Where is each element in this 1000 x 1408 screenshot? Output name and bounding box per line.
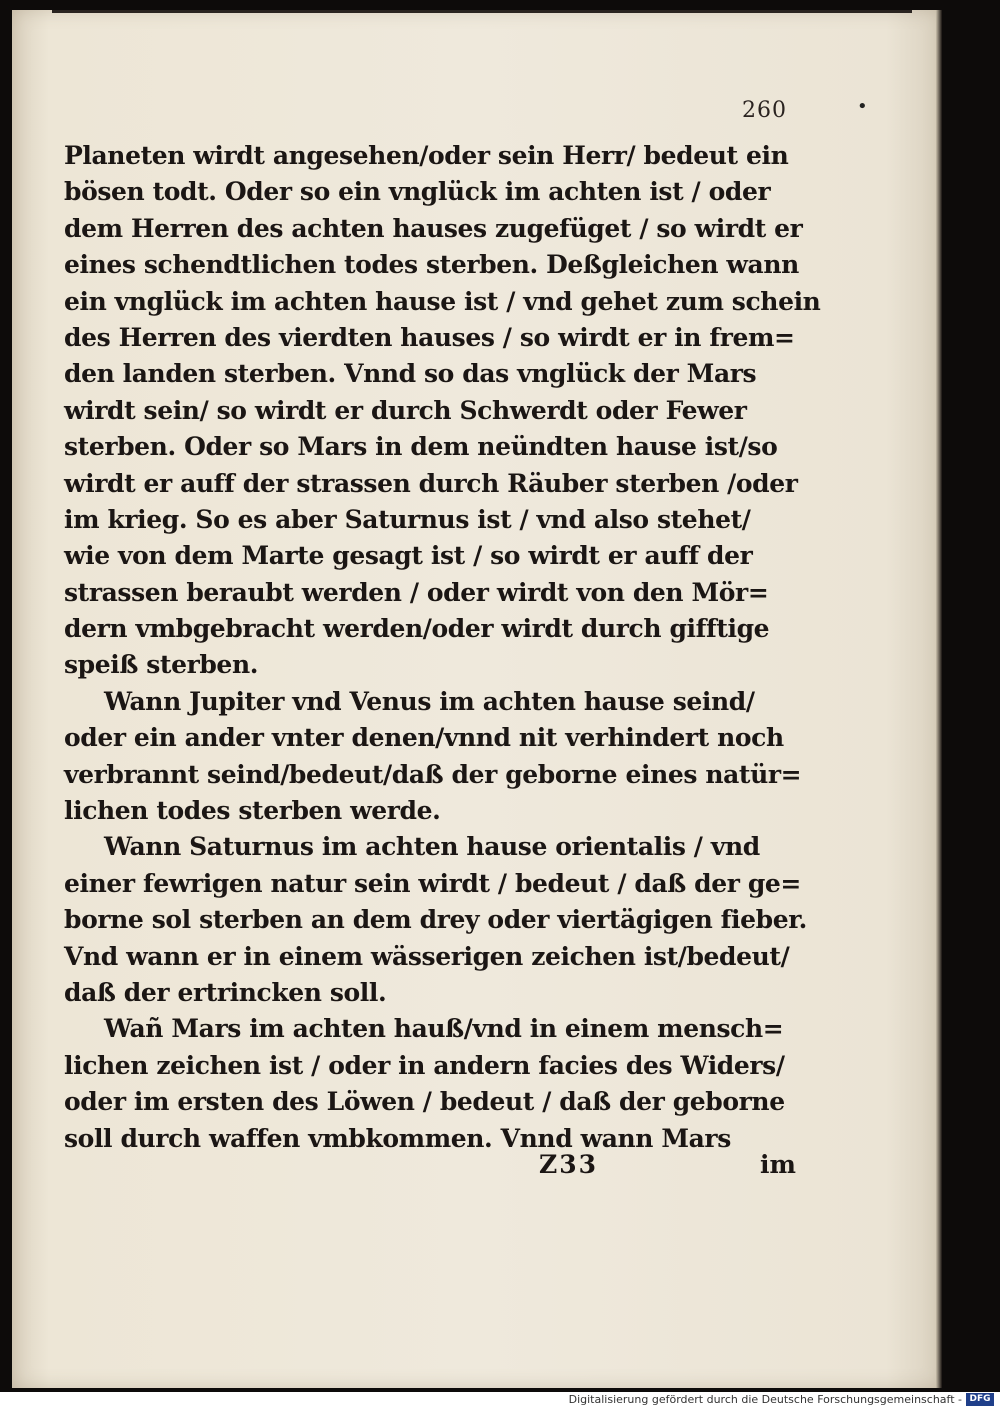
- text-line: Wañ Mars im achten hauß/vnd in einem mensch=: [104, 1014, 784, 1044]
- text-line: Planeten wirdt angesehen/oder sein Herr/ bedeut ein: [64, 141, 789, 170]
- catchline: [64, 1150, 804, 1186]
- text-line: lichen zeichen ist / oder in andern facies des Widers/: [64, 1050, 785, 1080]
- footer-bar: [0, 1392, 1000, 1408]
- page-number: 260: [742, 98, 787, 123]
- text-line: oder ein ander vnter denen/vnnd nit verhindert noch: [64, 723, 784, 753]
- text-line: einer fewrigen natur sein wirdt / bedeut / daß der ge=: [64, 868, 801, 898]
- text-line: soll durch waffen vmbkommen. Vnnd wann Mars: [64, 1123, 731, 1153]
- text-line: Wann Saturnus im achten hause orientalis / vnd: [104, 832, 760, 862]
- text-line: borne sol sterben an dem drey oder viertägigen fieber.: [64, 905, 807, 935]
- book-page: [12, 10, 942, 1388]
- text-line: bösen todt. Oder so ein vnglück im achten ist / oder: [64, 177, 771, 207]
- text-line: daß der ertrincken soll.: [64, 977, 387, 1007]
- text-line: Wann Jupiter vnd Venus im achten hause seind/: [104, 686, 755, 716]
- text-line: sterben. Oder so Mars in dem neündten hause ist/so: [64, 432, 778, 462]
- text-line: des Herren des vierdten hauses / so wirdt er in frem=: [64, 322, 795, 352]
- page-top-edge: [52, 10, 912, 13]
- catchword: im: [760, 1150, 796, 1179]
- dfg-logo: DFG: [966, 1393, 994, 1406]
- signature-mark: Z33: [539, 1150, 599, 1179]
- footer-credit: Digitalisierung gefördert durch die Deutsche Forschungsgemeinschaft -: [568, 1393, 962, 1406]
- body-text: [64, 138, 821, 1157]
- text-line: wirdt sein/ so wirdt er durch Schwerdt oder Fewer: [64, 395, 747, 425]
- page-right-edge: [936, 10, 942, 1388]
- text-line: dern vmbgebracht werden/oder wirdt durch gifftige: [64, 614, 770, 644]
- text-line: eines schendtlichen todes sterben. Deßgleichen wann: [64, 250, 799, 280]
- text-line: verbrannt seind/bedeut/daß der geborne eines natür=: [64, 759, 802, 789]
- text-line: ein vnglück im achten hause ist / vnd gehet zum schein: [64, 286, 821, 316]
- text-line: den landen sterben. Vnnd so das vnglück der Mars: [64, 359, 757, 389]
- text-line: oder im ersten des Löwen / bedeut / daß der geborne: [64, 1087, 785, 1117]
- text-line: dem Herren des achten hauses zugefüget / so wirdt er: [64, 213, 803, 243]
- text-line: lichen todes sterben werde.: [64, 796, 441, 826]
- text-line: speiß sterben.: [64, 650, 259, 680]
- text-line: Vnd wann er in einem wässerigen zeichen ist/bedeut/: [64, 941, 790, 971]
- text-line: wirdt er auff der strassen durch Räuber sterben /oder: [64, 468, 798, 498]
- text-line: im krieg. So es aber Saturnus ist / vnd also stehet/: [64, 504, 751, 534]
- text-line: wie von dem Marte gesagt ist / so wirdt er auff der: [64, 541, 753, 571]
- text-line: strassen beraubt werden / oder wirdt von den Mör=: [64, 577, 769, 607]
- margin-mark: •: [857, 96, 868, 117]
